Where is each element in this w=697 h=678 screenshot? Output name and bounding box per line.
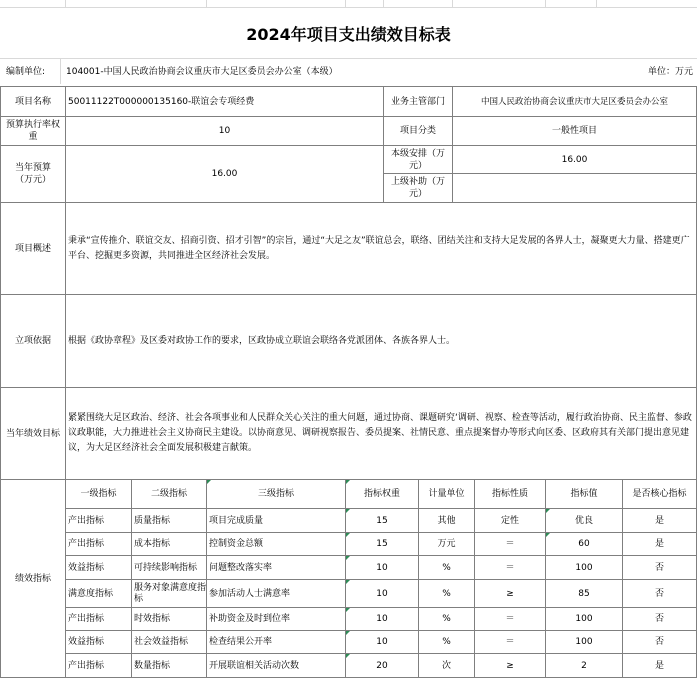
perf-header-nature: 指标性质 [491,489,528,499]
table-row [66,631,697,653]
perf-cell-level2: 成本指标 [134,539,171,549]
perf-cell-level2: 质量指标 [134,515,171,526]
perf-cell-nature: ＝ [505,562,515,573]
perf-cell-unit: 万元 [437,539,456,549]
table-row [66,608,697,630]
page-title: 2024年项目支出绩效目标表 [246,24,451,44]
perf-header-level3: 三级指标 [257,489,294,499]
perf-cell-level2: 时效指标 [134,614,171,624]
perf-cell-unit: % [442,562,451,573]
table-row [66,556,697,579]
org-label: 编制单位: [6,67,46,77]
perf-cell-core: 是 [654,515,664,526]
perf-cell-weight: 15 [376,539,388,549]
perf-cell-level1: 产出指标 [68,515,105,526]
overview-text: 秉承“宣传推介、联谊交友、招商引资、招才引智”的宗旨，通过“大足之友”联谊总会，联络、团结关注和支持大足发展的各界人士，凝聚更大力量、搭建更广平台、挖掘更多资源，共同推进全区经济社会发展。 [68,235,690,261]
perf-cell-level1: 产出指标 [68,660,105,671]
perf-cell-unit: % [442,637,451,647]
perf-cell-core: 否 [654,588,664,599]
perf-cell-value: 85 [578,588,590,599]
perf-cell-weight: 15 [376,515,388,526]
perf-cell-level1: 产出指标 [68,614,105,624]
perf-header-core: 是否核心指标 [632,489,687,499]
perf-cell-level2: 数量指标 [134,660,171,671]
perf-header-level1: 一级指标 [80,489,117,499]
org-value: 104001-中国人民政治协商会议重庆市大足区委员会办公室（本级） [66,67,338,77]
basis-text: 根据《政协章程》及区委对政协工作的要求，区政协成立联谊会联络各党派团体、各族各界人士。 [68,336,456,346]
perf-cell-level1: 产出指标 [68,539,105,549]
local-budget-value: 16.00 [561,154,588,165]
perf-cell-unit: % [442,614,451,624]
perf-cell-level3: 问题整改落实率 [209,562,273,573]
overview-label: 项目概述 [14,243,51,254]
perf-cell-core: 否 [654,562,664,573]
perf-cell-level2: 可持续影响指标 [134,562,198,573]
perf-cell-level3: 检查结果公开率 [209,637,273,647]
perf-cell-value: 100 [575,614,593,624]
performance-label: 绩效指标 [14,573,51,584]
project-name-value: 50011122T000000135160-联谊会专项经费 [68,96,255,107]
table-row [66,509,697,532]
perf-cell-core: 是 [654,660,664,671]
perf-cell-level1: 效益指标 [68,562,105,573]
perf-header-weight: 指标权重 [363,489,400,499]
perf-cell-weight: 10 [376,637,388,647]
perf-cell-level3: 补助资金及时到位率 [209,614,291,624]
perf-cell-level3: 控制资金总额 [209,539,264,549]
perf-cell-weight: 10 [376,562,388,573]
perf-cell-level3: 开展联谊相关活动次数 [209,660,300,671]
perf-cell-weight: 20 [376,660,388,671]
table-row [66,533,697,555]
upper-subsidy-label: 上级补助（万元） [390,177,445,199]
type-label: 项目分类 [399,126,436,136]
perf-cell-weight: 10 [376,614,388,624]
perf-cell-level1: 满意度指标 [68,588,114,599]
goal-label: 当年绩效目标 [5,428,60,439]
perf-cell-level2: 社会效益指标 [134,637,189,647]
perf-cell-value: 100 [575,562,593,573]
perf-header-unit: 计量单位 [428,489,465,499]
perf-cell-unit: 其他 [437,515,456,526]
perf-cell-core: 是 [654,539,664,549]
type-value: 一般性项目 [551,126,597,136]
table-row [66,654,697,677]
local-budget-label: 本级安排（万元） [390,148,445,171]
perf-cell-nature: ≥ [506,588,514,599]
perf-header-level2: 二级指标 [150,489,187,499]
budget-label: 当年预算（万元） [14,163,51,185]
dept-label: 业务主管部门 [390,96,445,107]
project-name-label: 项目名称 [14,96,51,107]
unit-label: 单位：万元 [647,67,693,77]
dept-value: 中国人民政治协商会议重庆市大足区委员会办公室 [480,96,668,107]
perf-cell-unit: % [442,588,451,599]
perf-cell-level3: 参加活动人士满意率 [209,588,291,599]
perf-cell-level3: 项目完成质量 [209,515,264,526]
perf-cell-value: 优良 [574,515,593,526]
weight-label: 预算执行率权重 [5,120,60,142]
perf-header-value: 指标值 [570,489,598,499]
perf-cell-core: 否 [654,614,664,624]
perf-cell-nature: ≥ [506,660,514,671]
goal-text: 紧紧围绕大足区政治、经济、社会各项事业和人民群众关心关注的重大问题，通过协商、课题研究‘调研、视察、检查等活动，履行政治协商、民主监督、参政议政职能，大力推进社会主义协商民主建设。以协商意见、调研视察报告、委员提案、社情民意、重点提案督办等形式向区委、区政府其有关部门提出意见建议，为大足区经济社会全面发展积极建言献策。 [68,413,692,453]
budget-value: 16.00 [211,169,238,179]
perf-cell-nature: ＝ [505,614,515,624]
perf-cell-level2: 服务对象满意度指标 [134,582,207,604]
perf-cell-nature: ＝ [505,637,515,647]
perf-cell-value: 60 [578,539,590,549]
basis-label: 立项依据 [14,336,51,346]
upper-subsidy-value [453,174,696,202]
perf-cell-nature: 定性 [500,515,519,526]
perf-cell-value: 2 [581,660,587,671]
table-row [66,580,697,607]
perf-cell-level1: 效益指标 [68,637,105,647]
perf-cell-core: 否 [654,637,664,647]
weight-value: 10 [218,126,231,136]
perf-cell-nature: ＝ [505,539,515,549]
perf-cell-unit: 次 [441,660,451,671]
perf-cell-weight: 10 [376,588,388,599]
perf-cell-value: 100 [575,637,593,647]
